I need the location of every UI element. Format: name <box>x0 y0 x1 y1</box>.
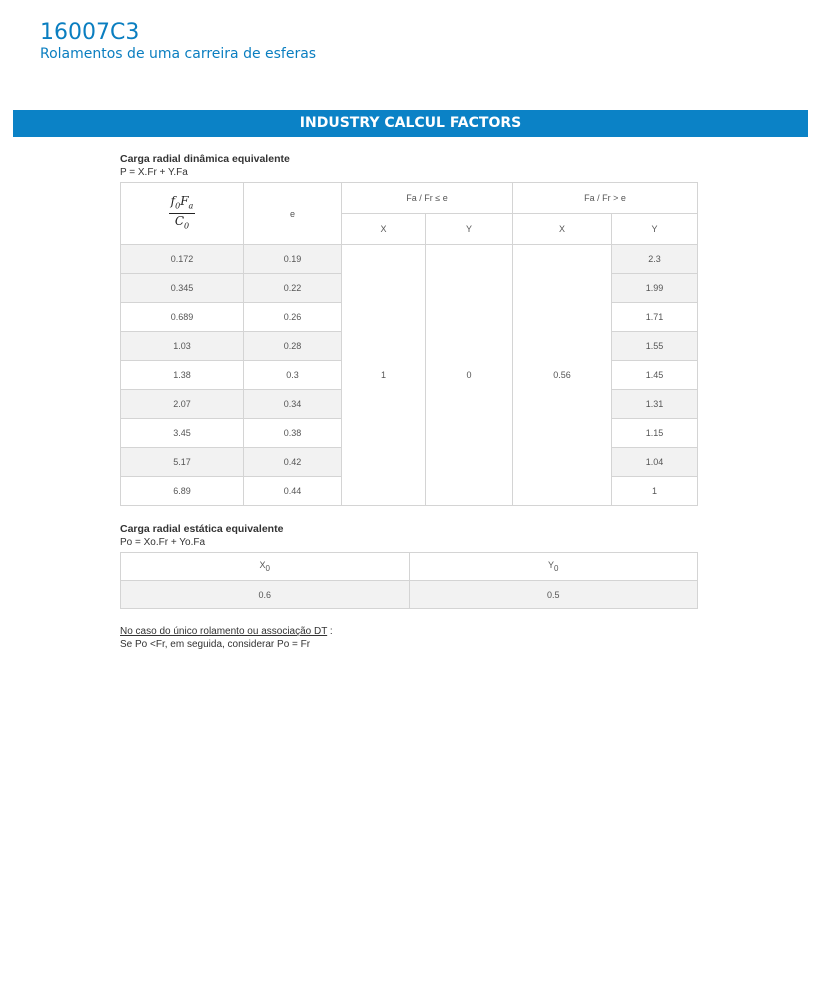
e-cell: 0.26 <box>244 303 342 332</box>
static-load-title: Carga radial estática equivalente <box>120 523 284 535</box>
table-row <box>121 581 698 609</box>
product-subtitle: Rolamentos de uma carreira de esferas <box>40 46 317 62</box>
note-link[interactable]: No caso do único rolamento ou associação DT <box>120 626 328 637</box>
y1-header: Y <box>426 214 513 245</box>
e-cell: 0.34 <box>244 390 342 419</box>
x2-header: X <box>513 214 612 245</box>
y2-cell: 1.45 <box>612 361 698 390</box>
e-cell: 0.28 <box>244 332 342 361</box>
ratio-cell: 2.07 <box>121 390 244 419</box>
ratio-cell: 1.03 <box>121 332 244 361</box>
y2-cell: 1.31 <box>612 390 698 419</box>
ratio-cell: 0.689 <box>121 303 244 332</box>
ratio-header-cell <box>121 183 244 245</box>
e-cell: 0.22 <box>244 274 342 303</box>
e-cell: 0.19 <box>244 245 342 274</box>
x1-header: X <box>342 214 426 245</box>
x1-merged-cell: 1 <box>342 245 426 506</box>
y2-cell: 1.71 <box>612 303 698 332</box>
table-row <box>121 245 698 274</box>
y2-cell: 1.99 <box>612 274 698 303</box>
x2-merged-cell: 0.56 <box>513 245 612 506</box>
y1-merged-cell: 0 <box>426 245 513 506</box>
y2-cell: 2.3 <box>612 245 698 274</box>
y2-cell: 1 <box>612 477 698 506</box>
product-code-title: 16007C3 <box>40 20 140 45</box>
e-cell: 0.38 <box>244 419 342 448</box>
ratio-cell: 0.345 <box>121 274 244 303</box>
ratio-cell: 1.38 <box>121 361 244 390</box>
note-colon: : <box>327 626 333 637</box>
e-header: e <box>244 183 342 245</box>
y2-cell: 1.55 <box>612 332 698 361</box>
x0-header: $X_0$ <box>121 553 410 581</box>
static-load-formula: Po = Xo.Fr + Yo.Fa <box>120 537 206 548</box>
e-cell: 0.44 <box>244 477 342 506</box>
ratio-cell: 6.89 <box>121 477 244 506</box>
note-text: Se Po <Fr, em seguida, considerar Po = Fr <box>120 639 311 650</box>
calc-factors-content <box>120 152 698 651</box>
y2-cell: 1.04 <box>612 448 698 477</box>
x0-value: 0.6 <box>121 581 410 609</box>
y2-cell: 1.15 <box>612 419 698 448</box>
ratio-formula: $\frac{f_0F_a}{C_0}$ <box>170 193 194 231</box>
dynamic-factors-table <box>120 182 698 506</box>
section-banner: INDUSTRY CALCUL FACTORS <box>13 110 808 137</box>
dynamic-load-formula: P = X.Fr + Y.Fa <box>120 167 188 178</box>
table-row <box>121 553 698 581</box>
group-gt-header: Fa / Fr > e <box>513 183 698 214</box>
y2-header: Y <box>612 214 698 245</box>
ratio-cell: 0.172 <box>121 245 244 274</box>
static-factors-table <box>120 552 698 609</box>
ratio-cell: 5.17 <box>121 448 244 477</box>
y0-value: 0.5 <box>409 581 698 609</box>
dynamic-load-title: Carga radial dinâmica equivalente <box>120 153 290 165</box>
e-cell: 0.3 <box>244 361 342 390</box>
ratio-cell: 3.45 <box>121 419 244 448</box>
e-cell: 0.42 <box>244 448 342 477</box>
group-le-header: Fa / Fr ≤ e <box>342 183 513 214</box>
page-header <box>40 20 316 62</box>
y0-header: $Y_0$ <box>409 553 698 581</box>
single-bearing-note <box>120 625 698 651</box>
